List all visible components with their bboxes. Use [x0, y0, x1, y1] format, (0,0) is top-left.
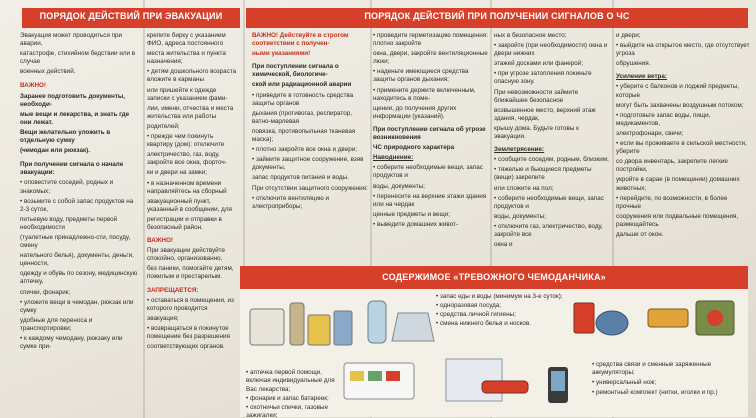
- list-item: • перейдите, по возможности, в более прочные: [616, 195, 750, 211]
- list-item: • уложите вещи в чемодан, рюкзак или сумку: [20, 299, 140, 315]
- text-line: При отсутствии защитного сооружения:: [252, 184, 368, 192]
- text-line: крышу дома. Будьте готовы к эвакуации.: [494, 124, 579, 141]
- list-item: • перенесите на верхние этажи здания или на чердак: [373, 193, 488, 209]
- kit-item: • запас еды и воды (минимум на 3-е суток);: [436, 293, 568, 301]
- text-line: военных действий.: [20, 68, 76, 76]
- text-line: спички, фонарик;: [20, 288, 71, 296]
- text-line: лии, имени, отчества и места жительства или работы: [147, 104, 234, 120]
- section-heading: При поступлении сигнала об угрозе возникновения: [373, 125, 486, 142]
- text-line: окна и: [494, 241, 513, 249]
- text-line: крепите бирку с указанием ФИО, адреса постоянного: [147, 32, 226, 48]
- text-line: соответствующих органов.: [147, 343, 225, 351]
- text-line: щении, до получения других информации (указаний).: [373, 104, 457, 120]
- kit-list-left: [246, 369, 342, 418]
- text-line: ки и двери на замки;: [147, 169, 207, 177]
- list-item: • приведите в готовность средства защиты органов: [252, 92, 368, 108]
- text-line: ценные предметы и вещи;: [373, 210, 450, 218]
- signals-column-3: [494, 32, 610, 264]
- list-item: • выйдите на открытое место, где отсутствует угроза: [616, 42, 750, 58]
- signals-title: ПОРЯДОК ДЕЙСТВИЙ ПРИ ПОЛУЧЕНИИ СИГНАЛОВ О ЧС: [364, 11, 630, 21]
- text-line: электрофонари, свечи;: [616, 129, 684, 137]
- list-item: • выведите домашних живот-: [373, 221, 488, 229]
- prohibited-label: ЗАПРЕЩАЕТСЯ:: [147, 286, 199, 294]
- kit-item: • фонарик и запас батареек;: [246, 395, 342, 403]
- text-line: воды, документы;: [373, 182, 425, 190]
- text-line: окна, двери, закройте вентиляционные люки;: [373, 50, 488, 66]
- bottle-and-bag-illustration: [362, 295, 438, 347]
- list-item: • тяжелые и бьющиеся предметы (вещи) закрепите: [494, 166, 610, 182]
- text-line: обрушения.: [616, 60, 651, 68]
- kit-item-continuation: Вас лекарства;: [246, 386, 291, 393]
- text-line: ных в безопасное место;: [494, 32, 567, 39]
- text-line: могут быть захвачены воздушным потоком;: [616, 101, 744, 109]
- text-line: При эвакуации действуйте спокойно, организованно,: [147, 247, 225, 263]
- list-item: • закройте (при необходимости) окна и двери нижних: [494, 42, 610, 58]
- list-item: • в назначенном времени направляйтесь на сборный: [147, 180, 240, 196]
- text-line: катастрофе, стихийном бедствии или в случае: [20, 50, 136, 66]
- text-line: удобные для переноса и транспортировки;: [20, 316, 93, 332]
- signals-column-4: [616, 32, 750, 264]
- text-line: Эвакуация может проводиться при аварии,: [20, 32, 123, 48]
- text-line: сооружения или подвальные помещения, размещайтесь: [616, 212, 739, 228]
- section-heading: ЧС природного характера: [373, 144, 455, 152]
- fold-line: [143, 0, 145, 418]
- text-line: дыхания (противогаз, респиратор, ватно-марлевая: [252, 109, 352, 125]
- text-line: со двора инвентарь, закрепите легкие постройки,: [616, 158, 728, 174]
- first-aid-and-food-illustration: [246, 295, 356, 351]
- important-label: ВАЖНО!: [147, 237, 174, 245]
- text-line: электричество, газ, воду, закройте все окна, форточ-: [147, 151, 227, 167]
- text-line: регистрации и отправки в безопасный район.: [147, 215, 222, 231]
- text-line: дальше от окон.: [616, 230, 664, 238]
- evacuation-column-1: [20, 32, 140, 416]
- list-item: • при угрозе затопления покиньте опасную зону.: [494, 70, 610, 86]
- section-heading: При получении сигнала о начале эвакуации:: [20, 161, 124, 177]
- text-line: (туалетные принадлежно-сти, посуду, смену: [20, 233, 131, 250]
- kit-item: • одноразовая посуда;: [436, 302, 568, 310]
- text-line: родителей;: [147, 122, 180, 130]
- text-line: возвышенное место, верхний этаж здания, чердак,: [494, 106, 596, 122]
- list-item: • сообщите соседям, родным, близким;: [494, 156, 610, 164]
- list-item: • оповестите соседей, родных и знакомых;: [20, 179, 140, 195]
- signals-column-2: [373, 32, 488, 264]
- text-line: одежду и обувь по сезону, медицинскую аптечку,: [20, 270, 138, 286]
- kit-list-top: [436, 293, 568, 329]
- list-item: • займите защитное сооружение, взяв документы,: [252, 156, 368, 172]
- evacuation-title: ПОРЯДОК ДЕЙСТВИЙ ПРИ ЭВАКУАЦИИ: [39, 11, 223, 21]
- section-heading: При поступлении сигнала о химической, биологиче-: [252, 63, 339, 79]
- text-line: Заранее подготовить документы, необходи-: [20, 92, 126, 108]
- list-item: • соберите необходимые вещи, запас продуктов и: [373, 164, 488, 180]
- list-item: • отключите вентиляцию и электроприборы;: [252, 195, 368, 211]
- hygiene-items-illustration: [570, 293, 636, 343]
- list-item: • подготовьте запас воды, пищи, медикаментов,: [616, 112, 750, 128]
- important-label: ВАЖНО! Действуйте в строгом соответствии с получен-: [252, 32, 349, 48]
- list-item: • возвращаться в покинутое помещение без разрешения: [147, 325, 240, 341]
- text-line: эвакуация;: [147, 314, 179, 322]
- kit-title-bar: [240, 269, 748, 289]
- text-line: или пришейте к одежде записки с указанием фами-: [147, 86, 228, 102]
- text-line: запас продуктов питания и воды.: [252, 174, 349, 182]
- list-item: • наденьте имеющиеся средства защиты органов дыхания;: [373, 68, 488, 84]
- text-line: или сложите на пол;: [494, 184, 554, 192]
- text-line: питьевую воду, предметы первой необходимости: [20, 215, 118, 231]
- list-item: • отключите газ, электричество, воду, закройте все: [494, 223, 610, 239]
- text-line: эвакуационный пункт, указанный в сообщении, для: [147, 197, 232, 213]
- signals-column-1: [252, 32, 368, 264]
- text-line: без паники, помогайте детям, пожилым и престарелым.: [147, 265, 234, 281]
- list-item: • к каждому чемодану, рюкзаку или сумке при-: [20, 335, 140, 351]
- flashlight-and-documents-illustration: [440, 355, 536, 407]
- list-item: • соберите необходимые вещи, запас продуктов и: [494, 195, 610, 211]
- text-line: мые вещи и лекарства, и знать где они лежат.: [20, 110, 130, 126]
- text-line: Вещи желательно уложить в отдельную сумку: [20, 128, 111, 145]
- list-item: • если вы проживаете в сельской местности, уберите: [616, 140, 750, 156]
- kit-item: • средства личной гигиены;: [436, 311, 568, 319]
- text-line: и двери;: [616, 32, 641, 39]
- text-line: этажей досками или фанерой;: [494, 60, 584, 68]
- subsection-heading: Усиление ветра:: [616, 73, 667, 81]
- tools-illustration: [642, 291, 742, 349]
- list-item: • возьмите с собой запас продуктов на 2-3 суток,: [20, 198, 140, 214]
- kit-list-right: [592, 361, 742, 399]
- emergency-kit-panel: [240, 266, 748, 417]
- kit-item: • смена нижнего белья и носков.: [436, 320, 568, 328]
- important-label: ными указаниями!: [252, 50, 311, 58]
- list-item: • примените держите включенным, находитесь в поме-: [373, 87, 488, 103]
- list-item: • оставаться в помещении, из которого проводится: [147, 297, 240, 313]
- important-label: ВАЖНО!: [20, 82, 47, 90]
- list-item: • уберите с балконов и лоджий предметы, которые: [616, 83, 750, 99]
- text-line: нательного белья), документы, деньги, ценности,: [20, 252, 134, 268]
- list-item: • проведите герметизацию помещения: плотно закройте: [373, 32, 488, 48]
- kit-item: • аптечка первой помощи, включая индивидуальные для: [246, 369, 342, 385]
- section-heading: ской или радиационной аварии: [252, 81, 352, 89]
- text-line: воды, документы;: [494, 212, 546, 220]
- list-item: • прежде чем покинуть квартиру (дом): отключите: [147, 133, 240, 149]
- kit-item: • ремонтный комплект (нитки, иголки и пр.): [592, 389, 742, 397]
- list-item: • плотно закройте все окна и двери;: [252, 146, 368, 154]
- text-line: укройте в сарае (в помещении) домашних животных;: [616, 176, 740, 192]
- phone-illustration: [540, 365, 586, 405]
- kit-item: • охотничьи спички, газовые зажигалки;: [246, 404, 342, 418]
- text-line: места жительства и пункта назначения;: [147, 50, 226, 66]
- medicine-box-illustration: [340, 355, 430, 405]
- signals-title-bar: [246, 8, 748, 28]
- text-line: повязка, противопыльная тканевая маска);: [252, 127, 356, 144]
- evacuation-title-bar: [22, 8, 240, 28]
- text-line: (чемодан или рюкзак).: [20, 147, 90, 155]
- evacuation-column-2: [147, 32, 240, 416]
- kit-item: • средства связи и сменные заряженные аккумуляторы;: [592, 361, 742, 377]
- subsection-heading: Землетрясение:: [494, 146, 545, 154]
- kit-item: • универсальный нож;: [592, 379, 742, 387]
- kit-title: СОДЕРЖИМОЕ «ТРЕВОЖНОГО ЧЕМОДАНЧИКА»: [382, 272, 606, 282]
- text-line: При невозможности займите ближайшее безопасное: [494, 88, 579, 104]
- list-item: • детям дошкольного возраста вложите в карманы: [147, 68, 240, 84]
- subsection-heading: Наводнение:: [373, 154, 414, 162]
